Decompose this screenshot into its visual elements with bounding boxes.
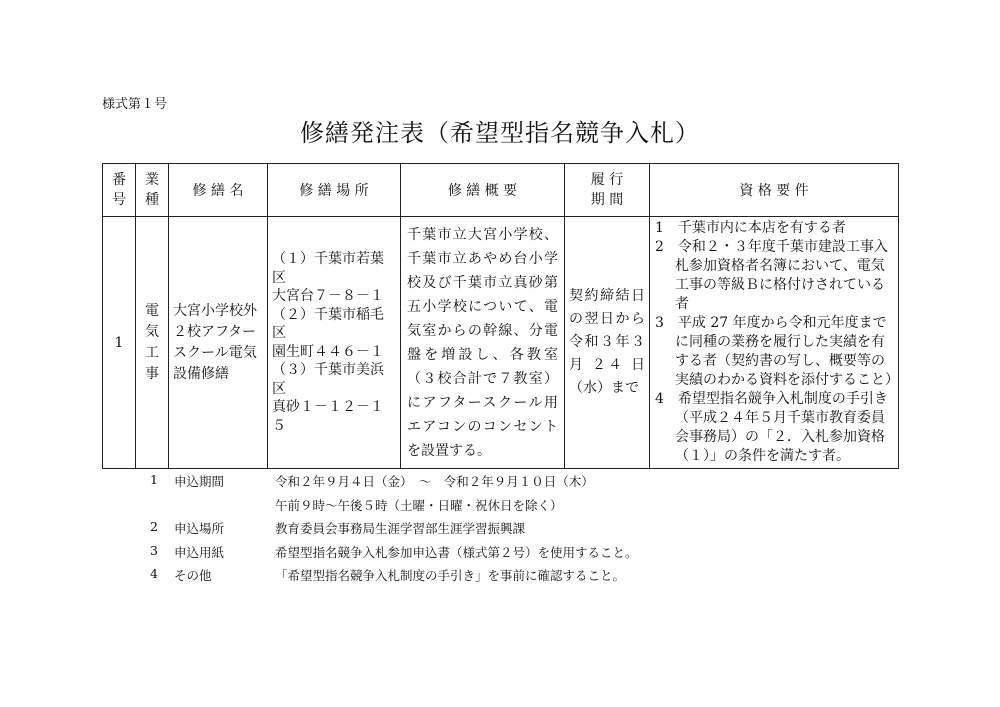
note-value: 午前９時～午後５時（土曜・日曜・祝休日を除く）: [275, 497, 563, 513]
note-number: 1: [150, 472, 158, 487]
header-repair-summary: 修 繕 概 要: [401, 164, 565, 217]
note-value: 令和２年９月４日（金） ～ 令和２年９月１０日（木）: [275, 474, 594, 489]
note-label: 申込場所: [174, 521, 225, 536]
row-repair-location: （１）千葉市若葉区 大宮台７－８－１ （２）千葉市稲毛区 園生町４４６－１ （３）千葉市美浜区 真砂１－１２－１５: [268, 217, 401, 469]
row-period: 契約締結日の翌日から令和３年３月 ２４ 日（水）まで: [565, 217, 650, 469]
note-label: 申込期間: [174, 474, 225, 489]
note-value: 教育委員会事務局生涯学習部生涯学習振興課: [275, 521, 526, 536]
qualification-item: 3 平成 27 年度から令和元年度までに同種の業務を履行した実績を有する者（契約書の写し、概要等の実績のわかる資料を添付すること）: [655, 315, 899, 388]
qualification-item: 1 千葉市内に本店を有する者: [655, 220, 846, 236]
note-value: 「希望型指名競争入札制度の手引き」を事前に確認すること。: [275, 568, 626, 583]
header-qualifications: 資 格 要 件: [650, 164, 899, 217]
form-number: 様式第１号: [102, 97, 168, 112]
row-number: 1: [103, 217, 136, 469]
row-repair-name: 大宮小学校外 ２校アフター スクール電気 設備修繕: [169, 217, 268, 469]
header-category: 業 種: [136, 164, 169, 217]
note-label: 申込用紙: [174, 544, 225, 560]
row-repair-summary: 千葉市立大宮小学校、千葉市立あやめ台小学校及び千葉市立真砂第五小学校について、電気室からの幹線、分電盤を増設し、各教室（３校合計で７教室）にアフタースクール用エアコンのコンセントを設置する。: [401, 217, 565, 469]
header-repair-location: 修 繕 場 所: [268, 164, 401, 217]
repair-order-table: [102, 163, 899, 469]
page-title: 修繕発注表（希望型指名競争入札）: [300, 119, 700, 147]
qualification-item: 4 希望型指名競争入札制度の手引き（平成２４年５月千葉市教育委員会事務局）の「２．入札参加資格（１）」の条件を満たす者。: [655, 391, 888, 464]
header-number: 番 号: [103, 164, 136, 217]
note-number: 2: [150, 519, 158, 534]
note-value: 希望型指名競争入札参加申込書（様式第２号）を使用すること。: [275, 544, 638, 560]
header-repair-name: 修 繕 名: [169, 164, 268, 217]
table-row: [103, 217, 899, 469]
header-period: 履 行 期 間: [565, 164, 650, 217]
note-number: 4: [150, 566, 158, 581]
row-category: 電 気 工 事: [136, 217, 169, 469]
table-header-row: [103, 164, 899, 217]
note-label: その他: [174, 568, 212, 583]
note-number: 3: [150, 542, 158, 558]
row-qualifications: [650, 217, 899, 469]
qualification-item: 2 令和２・３年度千葉市建設工事入札参加資格者名簿において、電気工事の等級Ｂに格付けされている者: [655, 239, 888, 312]
